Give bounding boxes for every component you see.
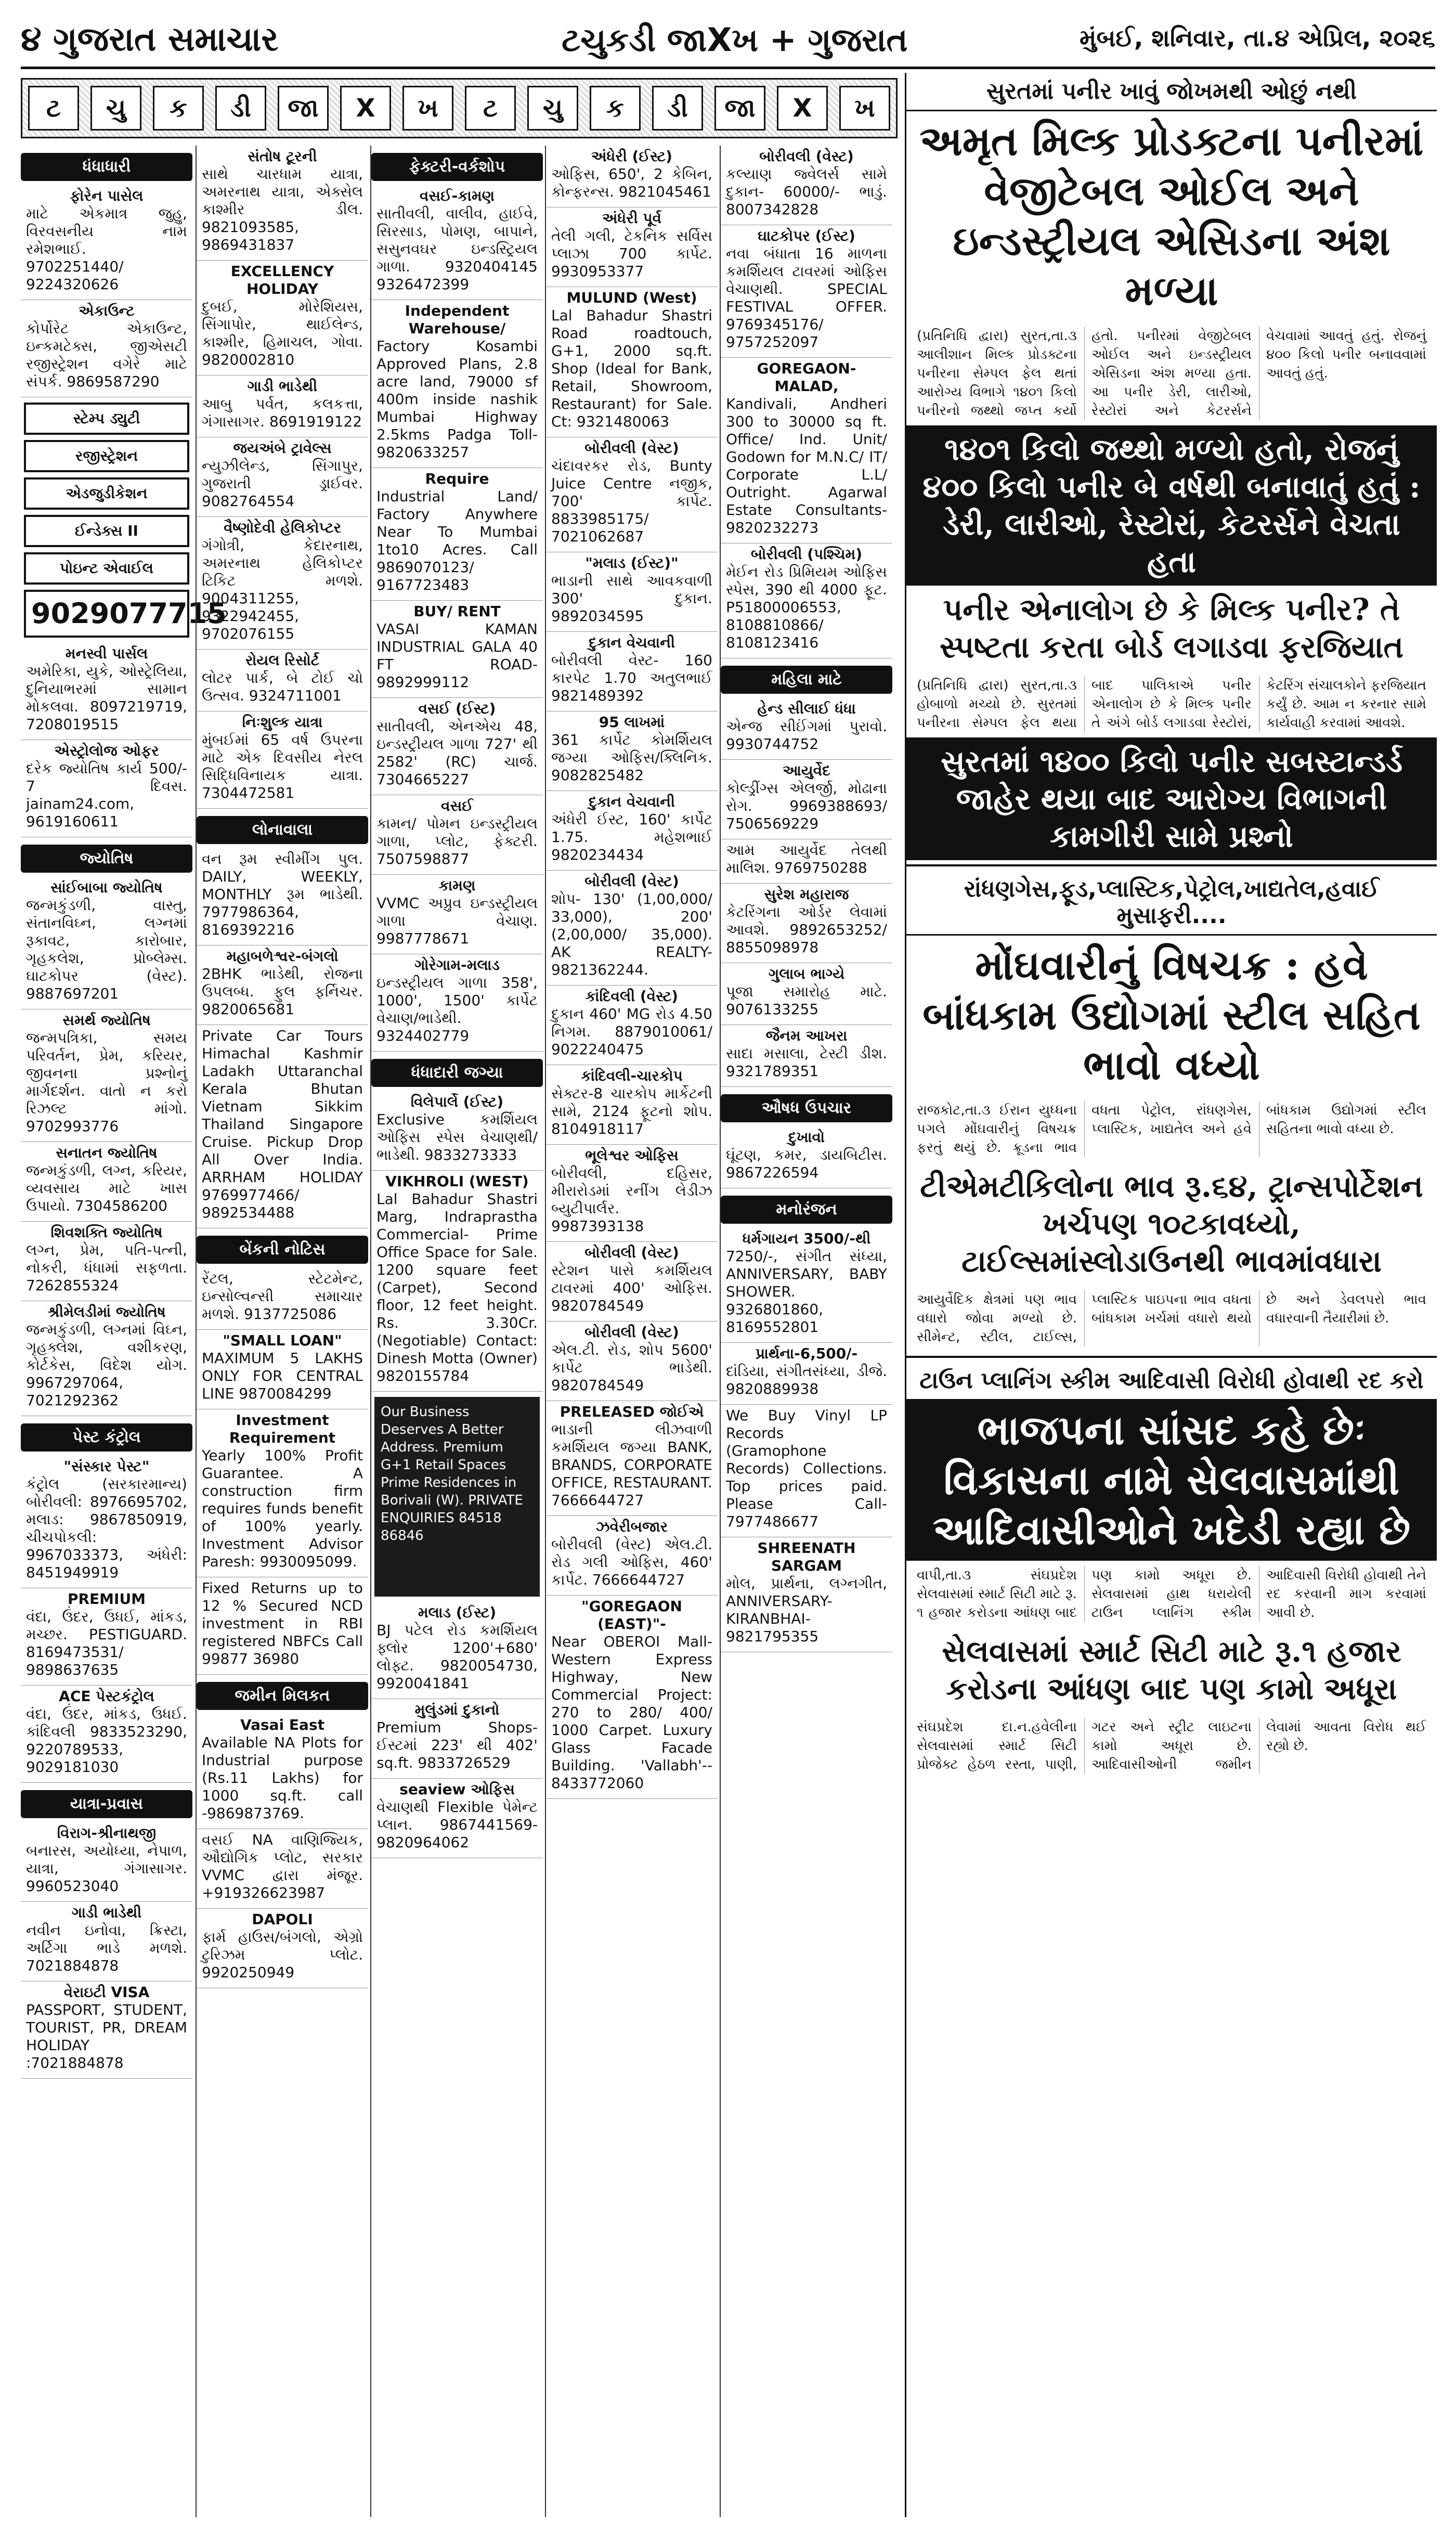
classified-ad	[721, 1537, 892, 1652]
ad-text: વંદા, ઉંદર, ઉધઈ, માંકડ, મચ્છર. PESTIGUARD. 8169473531/ 9898637635	[26, 1608, 187, 1678]
ad-text: ન્યુઝીલેન્ડ, સિંગાપુર, ગુજરાતી ડ્રાઈવર. 9082764554	[202, 457, 363, 510]
category-header: ઔષધ ઉપચાર	[721, 1094, 892, 1122]
ad-title: બોરીવલી (પશ્ચિમ)	[750, 546, 863, 563]
ad-text: અમેરિકા, યુકે, ઓસ્ટ્રેલિયા, દુનિયાભરમાં સામાન મોકલવા. 8097219719, 7208019515	[26, 663, 187, 733]
classified-ad	[371, 1699, 543, 1779]
subhead-tmt-price: ટીએમટીકિલોના ભાવ રૂ.૬૪, ટ્રાન્સપોર્ટેશન ખર્ચપણ ૧૦ટકાવધ્યો, ટાઈલ્સમાંસ્લોડાઉનથી ભાવમાંવધારા	[920, 1169, 1423, 1279]
classified-ad	[721, 1405, 892, 1537]
ad-title: કામણ	[438, 877, 476, 894]
classified-ad	[721, 1228, 892, 1343]
ad-text: જન્મકુંડળી, વાસ્તુ, સંતાનવિઘ્ન, લગ્નમાં રૂકાવટ, કારોબાર, ગૃહકલેશ, પ્રોબ્લેમ્સ. ઘાટકોપર (વેસ્ટ). 9887697201	[26, 897, 187, 1002]
ad-text: Industrial Land/ Factory Anywhere Near To Mumbai 1to10 Acres. Call 9869070123/ 9167723483	[376, 488, 538, 593]
ad-title: ઘાટકોપર (ઈસ્ટ)	[758, 227, 855, 244]
classified-ad	[721, 1126, 892, 1188]
ad-text: માટે એકમાત્ર જુહુ, વિરવસનીય નામ રમેશભાઈ. 9702251440/ 9224320626	[26, 205, 187, 293]
ad-title: ગાડી ભાડેથી	[71, 1904, 142, 1921]
article-smart-city: સંઘપ્રદેશ દા.ન.હવેલીના સેલવાસમાં સ્માર્ટ સિટી પ્રોજેક્ટ હેઠળ રસ્તા, પાણી, ગટર અને સ્ટ્રીટ લાઇટના કામો અધૂરા છે. આદિવાસીઓની જમીન લેવામાં આવતા વિરોધ થઈ રહ્યો છે.	[917, 1719, 1426, 1772]
ad-title: ફોરેન પાસેલ	[70, 187, 144, 204]
ad-text: રેંટલ, સ્ટેટમેન્ટ, ઇન્સોલ્વન્સી સમાચાર મળશે. 9137725086	[202, 1270, 363, 1323]
article-inflation: રાજકોટ,તા.૩ ઈરાન યુધ્ધના પગલે મોંઘવારીનું વિષચક્ર ફરતું થયું છે. ક્રૂડના ભાવ વધતા પેટ્રોલ, રાંધણગેસ, પ્લાસ્ટિક, ખાદ્યતેલ અને હવે બાંધકામ ઉદ્યોગમાં સ્ટીલ સહિતના ભાવો વધ્યા છે.	[917, 1103, 1426, 1156]
banner-letter: ચુ	[527, 86, 578, 131]
classified-ad	[371, 185, 543, 300]
article-tmt-price: આયુર્વેદિક ક્ષેત્રમાં પણ ભાવ વધારો જોવા મળ્યો છે. સીમેન્ટ, સ્ટીલ, ટાઈલ્સ, પ્લાસ્ટિક પાઇપના ભાવ વધતા બાંધકામ ખર્ચમાં વધારો થયો છે અને ડેવલપરો ભાવ વધારવાની તૈયારીમાં છે.	[917, 1292, 1426, 1345]
ad-text: દરેક જ્યોતિષ કાર્ય 500/- 7 દિવસ. jainam24.com, 9619160611	[26, 760, 187, 830]
ad-title: કાંદિવલી (વેસ્ટ)	[585, 988, 679, 1005]
classified-ad	[546, 711, 718, 791]
classified-ad	[197, 437, 368, 517]
ad-text: કોર્પોરેટ એકાઉન્ટ, ઇન્કમટેક્સ, જીએસટી રજીસ્ટ્રેશન વગેરે માટે સંપર્ક. 9869587290	[26, 320, 187, 390]
ad-text: મેઈન રોડ પ્રિમિયમ ઓફિસ સ્પેસ, 390 થી 4000 ફૂટ. P51800006553, 8108810866/ 8108123416	[726, 563, 887, 651]
ad-text: Lal Bahadur Shastri Road roadtouch, G+1, 2000 sq.ft. Shop (Ideal for Bank, Retail, Showroom, Restaurant) for Sale. Ct: 9321480063	[551, 307, 712, 430]
ad-title: ગાડી ભાડેથી	[247, 378, 318, 395]
ad-title: બોરીવલી (વેસ્ટ)	[584, 1244, 679, 1261]
ad-text: આમ આયુર્વેદ તેલથી માલિશ. 9769750288	[726, 841, 887, 876]
banner-letter: ક	[153, 86, 204, 131]
classified-ad	[21, 1222, 192, 1301]
banner-letter: જા	[278, 86, 329, 131]
article-paneer-board: (પ્રતિનિધિ દ્વારા) સુરત,તા.૩ હોબાળો મચ્યો છે. સુરતમાં પનીરના સેમ્પલ ફેલ થયા બાદ પાલિકાએ પનીર એનાલોગ છે કે મિલ્ક પનીર તે અંગે બોર્ડ લગાડવા રેસ્ટોરાં, કેટરિંગ સંચાલકોને ફરજિયાત કર્યું છે. આમ ન કરનાર સામે કાર્યવાહી કરવામાં આવશે.	[917, 678, 1426, 731]
boxed-ad-line: એડજુડીકેશન	[24, 477, 189, 510]
classified-ad	[197, 1025, 368, 1228]
classified-ad	[371, 468, 543, 601]
ad-text: Factory Kosambi Approved Plans, 2.8 acre land, 79000 sf 400m inside nashik Mumbai Highway 2.5kms Padga Toll-9820633257	[376, 338, 538, 461]
classified-ad	[546, 1321, 718, 1401]
classified-ad	[21, 877, 192, 1009]
classified-ad	[546, 986, 718, 1065]
classified-ad	[197, 945, 368, 1025]
headline-paneer: અમૃત મિલ્ક પ્રોડક્ટના પનીરમાં વેજીટેબલ ઓઈલ અને ઇન્ડસ્ટ્રીયલ એસિડના અંશ મળ્યા	[919, 118, 1424, 315]
ad-text: એન્જ સીઈંગમાં પુરાવો. 9930744752	[726, 718, 887, 753]
banner-letter: X	[777, 86, 828, 131]
ad-text: ઘૂંટણ, કમર, ડાયબિટીસ. 9867226594	[726, 1146, 887, 1181]
classified-ad	[197, 1577, 368, 1675]
ad-title: Vasai East	[240, 1716, 324, 1733]
ad-title: ધર્મગાયન 3500/-થી	[742, 1230, 871, 1247]
ad-title: PRELEASED જોઈએ	[560, 1403, 704, 1420]
ad-title: સનાતન જ્યોતિષ	[56, 1144, 158, 1161]
classified-column-4	[545, 146, 718, 2517]
category-header: જ્યોતિષ	[21, 845, 192, 873]
ad-text: જન્મપત્રિકા, સમય પરિવર્તન, પ્રેમ, કરિયર, જીવનના પ્રશ્નોનું માર્ગદર્શન. વાતો ન કરો રિઝલ્ટ માંગો. 9702993776	[26, 1029, 187, 1135]
ad-title: SHREENATH SARGAM	[757, 1539, 856, 1574]
ad-title: કાંદિવલી-ચારકોપ	[581, 1067, 683, 1084]
classified-ad	[197, 261, 368, 375]
category-header: પેસ્ટ કંટ્રોલ	[21, 1423, 192, 1452]
classified-ad	[721, 884, 892, 963]
banner-letter: ચુ	[90, 86, 141, 131]
ad-text: Exclusive કમર્શિયલ ઓફિસ સ્પેસ વેચાણથી/ભાડેથી. 9833273333	[376, 1111, 538, 1163]
classified-ad	[197, 848, 368, 945]
ad-text: VASAI KAMAN INDUSTRIAL GALA 40 FT ROAD- 9892999112	[376, 620, 538, 691]
classified-ad	[371, 1602, 543, 1699]
ad-text: ગંગોત્રી, કેદારનાથ, અમરનાથ હેલિકોપ્ટર ટિકિટ મળશે. 9004311255, 9322942455, 9702076155	[202, 537, 363, 642]
page-number-logo: ૪ ગુજરાત સમાચાર	[21, 20, 279, 59]
ad-title: ગુલાબ ભાગ્યે	[768, 965, 845, 982]
classified-column-5	[720, 146, 892, 2517]
ad-title: સમર્થ જ્યોતિષ	[62, 1012, 151, 1029]
ad-title: શ્રીમેલડીમાં જ્યોતિષ	[47, 1303, 166, 1320]
ad-text: Near OBEROI Mall- Western Express Highway, New Commercial Project: 270 to 280/ 400/ 1000 Carpet. Luxury Glass Facade Building. 'Vallabh'-- 8433772060	[551, 1633, 712, 1792]
classified-ad	[721, 225, 892, 358]
ad-text: બનારસ, અયોધ્યા, નેપાળ, યાત્રા, ગંગાસાગર. 9960523040	[26, 1842, 187, 1895]
classified-ad	[721, 963, 892, 1025]
ad-text: Kandivali, Andheri 300 to 30000 sq ft. Office/ Ind. Unit/ Godown for M.N.C/ IT/ Corporate L.L/ Outright. Agarwal Estate Consultants- 9820232273	[726, 395, 887, 536]
ad-text: Yearly 100% Profit Guarantee. A construction firm requires funds benefit of 100% yearly. Investment Advisor Paresh: 9930095099.	[202, 1447, 363, 1570]
ad-title: seaview ઓફિસ	[399, 1781, 515, 1798]
category-header: ફેક્ટરી-વર્કશોપ	[371, 153, 543, 181]
classified-ad	[721, 760, 892, 839]
ad-text: મોલ, પ્રાર્થના, લગ્નગીત, ANNIVERSARY- KIRANBHAI- 9821795355	[726, 1575, 887, 1645]
classified-columns	[21, 146, 894, 2517]
ad-title: આયુર્વેદ	[783, 762, 830, 779]
ad-title: સંતોષ ટૂરની	[248, 148, 317, 165]
ad-title: દુખાવો	[788, 1129, 825, 1146]
category-header: ધંધાદારી જગ્યા	[371, 1059, 543, 1087]
ad-title: બોરીવલી (વેસ્ટ)	[584, 1324, 679, 1341]
banner-letter: ડી	[652, 86, 703, 131]
banner-letter: ટ	[28, 86, 79, 131]
ad-title: DAPOLI	[252, 1911, 313, 1928]
ad-text: સાતીવલી, વાલીવ, હાઈવે, સિરસાડ, પોમણ, બાપાને, સસુનવઘર ઇન્ડસ્ટ્રિયલ ગાળા. 9320404145 9326472399	[376, 205, 538, 293]
classified-column-3	[370, 146, 543, 2517]
ad-title: "મલાડ (ઈસ્ટ)"	[585, 554, 679, 572]
classified-ad	[546, 1145, 718, 1242]
ad-text: વન રૂમ સ્વીમીંગ પુલ. DAILY, WEEKLY, MONTHLY રૂમ ભાડેથી. 7977986364, 8169392216	[202, 850, 363, 938]
classified-ad	[546, 437, 718, 552]
classified-ad	[546, 552, 718, 632]
ad-text: બોરીવલી, દહિસર, મીરારોડમાં રનીંગ લેડીઝ બ્યુટીપાર્લર. 9987393138	[551, 1164, 712, 1235]
ad-text: PASSPORT, STUDENT, TOURIST, PR, DREAM HOLIDAY :7021884878	[26, 2001, 187, 2071]
classified-ad	[546, 1242, 718, 1321]
ad-text: Available NA Plots for Industrial purpose (Rs.11 Lakhs) for 1000 sq.ft. call -9869873769.	[202, 1734, 363, 1822]
classifieds-banner	[21, 78, 898, 138]
dateline: મુંબઈ, શનિવાર, તા.૪ એપ્રિલ, ૨૦૨૬	[1079, 24, 1435, 52]
classified-ad	[371, 1171, 543, 1392]
ad-text: મુંબઈમાં 65 વર્ષ ઉપરના માટે એક દિવસીય નેરલ સિદ્ધિવિનાયક યાત્રા. 7304472581	[202, 731, 363, 801]
classified-ad	[21, 185, 192, 300]
ad-text: તેલી ગલી, ટેકનિક સર્વિસ પ્લાઝા 700 કાર્પેટ. 9930953377	[551, 227, 712, 280]
ad-text: MAXIMUM 5 LAKHS ONLY FOR CENTRAL LINE 9870084299	[202, 1350, 363, 1402]
ad-title: વસઈ (ઈસ્ટ)	[418, 700, 496, 717]
boxed-ad-line: 9029077715	[24, 590, 189, 638]
kicker-town-planning: ટાઉન પ્લાનિંગ સ્કીમ આદિવાસી વિરોધી હોવાથી રદ કરો	[906, 1362, 1437, 1401]
ad-text: અંધેરી ઈસ્ટ, 160' કાર્પેટ 1.75. મહેશભાઈ 9820234434	[551, 811, 712, 863]
classified-ad	[546, 1401, 718, 1516]
ad-title: Require	[425, 470, 489, 487]
ad-title: વસઈ-કામણ	[419, 187, 495, 204]
banner-letter: ડી	[215, 86, 266, 131]
classified-ad	[721, 543, 892, 658]
ad-text: ચંદાવરકર રોડ, Bunty Juice Centre નજીક, 700' કાર્પેટ. 8833985175/ 7021062687	[551, 457, 712, 545]
ad-text: We Buy Vinyl LP Records (Gramophone Records) Collections. Top prices paid. Please Call- 7977486677	[726, 1407, 887, 1530]
ad-title: વસઈ	[441, 797, 473, 814]
classified-ad	[197, 375, 368, 437]
ad-text: ભાડાની લીઝવાળી કમર્શિયલ જગ્યા BANK, BRANDS, CORPORATE OFFICE, RESTAURANT. 7666644727	[551, 1421, 712, 1509]
classified-ad	[371, 1779, 543, 1858]
ad-text: શોપ- 130' (1,00,000/ 33,000), 200' (2,00,000/ 35,000). AK REALTY- 9821362244.	[551, 890, 712, 978]
article-paneer: (પ્રતિનિધિ દ્વારા) સુરત,તા.૩ આલીશાન મિલ્ક પ્રોડક્ટના પનીરના સેમ્પલ ફેલ થતાં આરોગ્ય વિભાગે ૧૪૦૧ કિલો પનીરનો જથ્થો જપ્ત કર્યો હતો. પનીરમાં વેજીટેબલ ઓઈલ અને ઇન્ડસ્ટ્રીયલ એસિડના અંશ મળ્યા હતા. આ પનીર ડેરી, લારીઓ, રેસ્ટોરાં અને કેટરર્સને વેચવામાં આવતું હતું. રોજનું ૪૦૦ કિલો પનીર બનાવવામાં આવતું હતું.	[917, 328, 1426, 419]
classified-ad	[546, 287, 718, 437]
classified-ad	[721, 146, 892, 225]
boxed-ad-line: ઈન્ડેક્સ II	[24, 515, 189, 547]
classified-ad	[721, 1025, 892, 1087]
classified-ad	[197, 1268, 368, 1330]
ad-title: ઝવેરીબજાર	[595, 1518, 668, 1535]
ad-title: દુકાન વેચવાની	[589, 793, 675, 810]
ad-title: જયઅંબે ટ્રાવેલ્સ	[233, 439, 332, 457]
headline-inflation: મોંઘવારીનું વિષચક્ર : હવે બાંધકામ ઉદ્યોગમાં સ્ટીલ સહિત ભાવો વધ્યો	[922, 942, 1421, 1089]
classified-ad	[197, 1409, 368, 1577]
ad-text: લોટર પાર્ક, બે ટોઈ ચો ઉત્સવ. 9324711001	[202, 669, 363, 704]
classified-ad	[546, 1596, 718, 1799]
banner-letter: X	[340, 86, 391, 131]
ad-text: Fixed Returns up to 12 % Secured NCD investment in RBI registered NBFCs Call 99877 36980	[202, 1579, 363, 1667]
ad-text: બોરીવલી વેસ્ટ- 160 કારપેટ 1.70 અતુલભાઈ 9821489392	[551, 652, 712, 704]
ad-text: ફાર્મ હાઉસ/બંગલો, એગ્રો ટુરિઝમ પ્લોટ. 9920250949	[202, 1928, 363, 1981]
subhead-paneer-quantity: ૧૪૦૧ કિલો જથ્થો મળ્યો હતો, રોજનું ૪૦૦ કિલો પનીર બે વર્ષથી બનાવાતું હતું : ડેરી, લારીઓ, રેસ્ટોરાં, કેટરર્સને વેચતા હતા	[906, 425, 1437, 586]
ad-text: પૂજા સમારોહ માટે. 9076133255	[726, 983, 887, 1018]
news-section	[905, 73, 1437, 2517]
ad-title: પ્રાર્થના-6,500/-	[755, 1345, 858, 1362]
kicker-paneer: સુરતમાં પનીર ખાવું જોખમથી ઓછું નથી	[906, 73, 1437, 111]
classified-ad	[21, 1981, 192, 2079]
ad-text: ભાડાની સાથે આવકવાળી 300' દુકાન. 9892034595	[551, 572, 712, 625]
category-header: યાત્રા-પ્રવાસ	[21, 1790, 192, 1818]
ad-title: હેન્ડ સીલાઈ ધંધા	[757, 700, 856, 717]
ad-title: બોરીવલી (વેસ્ટ)	[759, 148, 854, 165]
classified-ad	[371, 795, 543, 875]
banner-letter: ખ	[839, 86, 890, 131]
classified-ad	[197, 517, 368, 650]
ad-title: મહાબળેશ્વર-બંગલો	[226, 948, 339, 965]
category-header: બેંકની નોટિસ	[197, 1236, 368, 1264]
ad-text: Premium Shops- ઈસ્ટમાં 223' થી 402' sq.ft. 9833726529	[376, 1719, 538, 1771]
ad-text: ઓફિસ, 650', 2 કેબિન, કોન્ફરન્સ. 9821045461	[551, 165, 712, 200]
classified-ad	[21, 1686, 192, 1783]
ad-title: સાંઈબાબા જ્યોતિષ	[50, 879, 163, 896]
ad-title: VIKHROLI (WEST)	[385, 1173, 529, 1190]
ad-text: 2BHK ભાડેથી, રોજના ઉપલબ્ધ. ફુલ ફર્નિચર. 9820065681	[202, 965, 363, 1018]
article-silvassa: વાપી,તા.૩ સંઘપ્રદેશ સેલવાસમાં સ્માર્ટ સિટી માટે રૂ. ૧ હજાર કરોડના આંધણ બાદ પણ કામો અધૂરા છે. સેલવાસમાં હાથ ધરાયેલી ટાઉન પ્લાનિંગ સ્કીમ આદિવાસી વિરોધી હોવાથી તેને રદ કરવાની માગ કરવામાં આવી છે.	[917, 1567, 1426, 1621]
ad-title: વેરાઇટી VISA	[63, 1984, 150, 2001]
classified-ad	[197, 711, 368, 809]
ad-text: કોલ્ડ્રીંગ્સ એલર્જી, મોઢાના રોગ. 9969388693/ 7506569229	[726, 780, 887, 832]
ad-title: વૈષ્ણોદેવી હેલિકોપ્ટર	[224, 519, 341, 536]
classified-ad	[21, 1142, 192, 1222]
banner-letter: ખ	[402, 86, 453, 131]
ad-text: દાંડિયા, સંગીતસંધ્યા, ડીજે. 9820889938	[726, 1363, 887, 1397]
classified-ad	[21, 1009, 192, 1142]
classified-ad	[197, 146, 368, 261]
ad-title: Investment Requirement	[229, 1411, 336, 1446]
ad-title: ગોરેગામ-મલાડ	[414, 956, 500, 974]
ad-title: શિવશક્તિ જ્યોતિષ	[50, 1224, 163, 1241]
ad-text: જન્મકુંડળી, લગ્ન, કરિયર, વ્યવસાય માટે ખાસ ઉપાયો. 7304586200	[26, 1162, 187, 1214]
classified-ad	[21, 300, 192, 397]
ad-title: અંધેરી પૂર્વ	[602, 210, 662, 227]
ad-text: સાતીવલી, એનએચ 48, ઇન્ડસ્ટ્રીયલ ગાળા 727' થી 2582' (RC) ચાર્જ. 7304665227	[376, 718, 538, 788]
ad-text: નવા બંધાતા 16 માળના કમર્શિયલ ટાવરમાં ઓફિસ વેચાણથી. SPECIAL FESTIVAL OFFER. 9769345176/ 9757252097	[726, 245, 887, 351]
ad-text: વસઈ NA વાણિજ્યિક, ઔદ્યોગિક પ્લોટ, સરકાર VVMC દ્વારા મંજૂર. +919326623987	[202, 1831, 363, 1901]
ad-text: એલ.ટી. રોડ, શોપ 5600' કાર્પેટ ભાડેથી. 9820784549	[551, 1341, 712, 1394]
ad-text: Private Car Tours Himachal Kashmir Ladakh Uttaranchal Kerala Bhutan Vietnam Sikkim Thailand Singapore Cruise. Pickup Drop All Over India. ARRHAM HOLIDAY 9769977466/ 9892534488	[202, 1027, 363, 1221]
classified-ad	[546, 871, 718, 986]
boxed-ad-line: રજીસ્ટ્રેશન	[24, 440, 189, 472]
banner-letter: જા	[714, 86, 765, 131]
boxed-ad-line: પોઇન્ટ એવાઈલ	[24, 552, 189, 585]
ad-title: BUY/ RENT	[413, 603, 501, 620]
ad-title: ACE પેસ્ટકંટ્રોલ	[59, 1688, 154, 1705]
ad-text: બોરીવલી (વેસ્ટ) એલ.ટી. રોડ ગલી ઓફિસ, 460' કાર્પેટ. 7666644727	[551, 1536, 712, 1588]
ad-text: કલ્યાણ જ્વેલર્સ સામે દુકાન- 60000/- ભાડું. 8007342828	[726, 165, 887, 218]
section-title: ટચુકડી જાXખ + ગુજરાત	[562, 21, 908, 59]
classified-ad	[721, 1343, 892, 1405]
ad-text: આબુ પર્વત, કલકત્તા, ગંગાસાગર. 8691919122	[202, 395, 363, 430]
divider	[906, 1356, 1437, 1358]
banner-letter: ક	[590, 86, 641, 131]
ad-text: નવીન ઇનોવા, ક્રિસ્ટા, અર્ટિગા ભાડે મળશે. 7021884878	[26, 1922, 187, 1974]
ad-text: 7250/-, સંગીત સંધ્યા, ANNIVERSARY, BABY SHOWER. 9326801860, 8169552801	[726, 1248, 887, 1336]
ad-title: એસ્ટ્રોલોજ ઓફર	[54, 742, 159, 759]
ad-title: Independent Warehouse/	[405, 302, 510, 337]
classified-column-2	[196, 146, 368, 2517]
ad-text: 361 કાર્પેટ કોમર્શિયલ જગ્યા ઓફિસ/ક્લિનિક. 9082825482	[551, 731, 712, 784]
ad-title: "સંસ્કાર પેસ્ટ"	[63, 1458, 150, 1475]
ad-text: કામન/ પોમન ઇન્ડસ્ટ્રીયલ ગાળા, પ્લોટ, ફેક્ટરી. 7507598877	[376, 815, 538, 867]
ad-title: બોરીવલી (વેસ્ટ)	[584, 439, 679, 457]
ad-title: EXCELLENCY HOLIDAY	[230, 263, 334, 297]
ad-title: નિઃશુલ્ક યાત્રા	[242, 714, 323, 731]
category-header: મહિલા માટે	[721, 666, 892, 694]
ad-title: 95 લાખમાં	[599, 714, 665, 731]
classified-ad	[721, 698, 892, 760]
classified-ad	[21, 1902, 192, 1981]
classified-ad	[197, 1829, 368, 1909]
ad-text: કંટ્રોલ (સરકારમાન્ય) બોરીવલી: 8976695702, મલાડ: 9867850919, ચીચપોકલી: 9967033373, અંધેરી: 8451949919	[26, 1475, 187, 1581]
ad-title: ભૂલેશ્વર ઓફિસ	[585, 1147, 679, 1164]
ad-text: ઇન્ડસ્ટ્રીયલ ગાળા 358', 1000', 1500' કાર્પેટ વેચાણ/ભાડેથી. 9324402779	[376, 974, 538, 1044]
ad-text: કેટરિંગના ઓર્ડર લેવામાં આવશે. 9892653252/ 8855098978	[726, 903, 887, 956]
ad-title: એકાઉન્ટ	[79, 302, 135, 319]
classified-ad	[371, 601, 543, 698]
subhead-paneer-substandard: સુરતમાં ૧૪૦૦ કિલો પનીર સબસ્ટાન્ડર્ડ જાહેર થયા બાદ આરોગ્ય વિભાગની કામગીરી સામે પ્રશ્નો	[906, 737, 1437, 860]
ad-text: વંદા, ઉંદર, માંકડ, ઉધઈ. કાંદિવલી 9833523290, 9220789533, 9029181030	[26, 1705, 187, 1776]
ad-title: રોયલ રિસોર્ટ	[245, 652, 320, 669]
classified-ad	[197, 1909, 368, 1988]
ad-text: લગ્ન, પ્રેમ, પતિ-પત્ની, નોકરી, ધંધામાં સફળતા. 7262855324	[26, 1241, 187, 1294]
ad-title: સુરેશ મહારાજ	[764, 886, 849, 903]
headline-paneer-board: પનીર એનાલોગ છે કે મિલ્ક પનીર? તે સ્પષ્ટતા કરતા બોર્ડ લગાડવા ફરજિયાત	[940, 592, 1403, 665]
ad-title: જૈનમ આખરા	[765, 1027, 848, 1044]
ad-text: દુબઈ, મોરેશિયસ, સિંગાપોર, થાઈલેન્ડ, કાશ્મીર, હિમાચલ, ગોવા. 9820002810	[202, 298, 363, 368]
classified-ad	[721, 358, 892, 543]
classified-ad	[21, 1588, 192, 1686]
classified-ad	[371, 300, 543, 468]
ad-title: વિલેપાર્લે (ઈસ્ટ)	[410, 1093, 504, 1110]
ad-title: અંધેરી (ઈસ્ટ)	[591, 148, 672, 165]
ad-text: દુકાન 460' MG રોડ 4.50 નિગમ. 8879010061/ 9022240475	[551, 1005, 712, 1058]
ad-title: મલાડ (ઈસ્ટ)	[418, 1604, 497, 1621]
classified-ad	[21, 643, 192, 740]
classified-ad	[21, 740, 192, 837]
classified-ad	[546, 146, 718, 208]
classified-ad	[546, 1516, 718, 1596]
classified-ad	[721, 839, 892, 884]
ad-title: PREMIUM	[67, 1590, 146, 1608]
ad-text: BJ પટેલ રોડ કમર્શિયલ ફ્લોર 1200'+680' લોફ્ટ. 9820054730, 9920041841	[376, 1622, 538, 1692]
classified-ad	[371, 954, 543, 1052]
banner-letter: ટ	[465, 86, 516, 131]
ad-title: વિરાગ-શ્રીનાથજી	[57, 1824, 157, 1842]
ad-text: સાથે ચારધામ યાત્રા, અમરનાથ યાત્રા, એક્સેલ કાશ્મીર ડીલ. 9821093585, 9869431837	[202, 165, 363, 253]
ad-title: GOREGAON-MALAD,	[757, 360, 856, 395]
ad-text: Lal Bahadur Shastri Marg, Indraprastha Commercial- Prime Office Space for Sale. 1200 square feet (Carpet), Second floor, 12 feet height. Rs. 3.30Cr. (Negotiable) Contact: Dinesh Motta (Owner) 9820155784	[376, 1190, 538, 1384]
headline-smart-city: સેલવાસમાં સ્માર્ટ સિટી માટે રૂ.૧ હજાર કરોડના આંધણ બાદ પણ કામો અધૂરા	[942, 1634, 1401, 1706]
ad-text: વેચાણથી Flexible પેમેન્ટ પ્લાન. 9867441569- 9820964062	[376, 1798, 538, 1851]
divider	[906, 864, 1437, 866]
ad-text: સાદા મસાલા, ટેસ્ટી ડીશ. 9321789351	[726, 1045, 887, 1080]
ad-text: જન્મકુંડળી, લગ્નમાં વિઘ્ન, ગૃહક્લેશ, વશીકરણ, કોર્ટકેસ, વિદેશ યોગ. 9967297064, 7021292362	[26, 1321, 187, 1409]
classified-ad	[371, 1091, 543, 1171]
category-header: મનોરંજન	[721, 1196, 892, 1224]
kicker-inflation: રાંધણગેસ,ફૂડ,પ્લાસ્ટિક,પેટ્રોલ,ખાદ્યતેલ,હવાઈ મુસાફરી....	[906, 871, 1437, 936]
ad-text: VVMC અપ્રુવ ઇન્ડસ્ટ્રીયલ ગાળા વેચાણ. 9987778671	[376, 895, 538, 947]
ad-text: સ્ટેશન પાસે કમર્શિયલ ટાવરમાં 400' ઓફિસ. 9820784549	[551, 1262, 712, 1314]
category-header: ધંધાધારી	[21, 153, 192, 181]
classified-ad	[546, 208, 718, 287]
ad-title: બોરીવલી (વેસ્ટ)	[584, 873, 679, 890]
classified-ad	[21, 1301, 192, 1416]
classified-ad	[197, 650, 368, 711]
classified-ad	[371, 875, 543, 954]
ad-text: સેક્ટર-8 ચારકોપ માર્કેટની સામે, 2124 ફૂટનો શોપ. 8104918117	[551, 1085, 712, 1137]
ad-title: મનસ્વી પાર્સલ	[65, 645, 148, 662]
ad-title: મુલુંડમાં દુકાનો	[414, 1701, 500, 1718]
classified-ad	[546, 632, 718, 711]
category-header: લોનાવાલા	[197, 816, 368, 844]
ad-title: "GOREGAON (EAST)"-	[581, 1598, 682, 1632]
classified-column-1	[21, 146, 227, 2517]
headline-silvassa: ભાજપના સાંસદ કહે છેઃ વિકાસના નામે સેલવાસમાંથી આદિવાસીઓને ખદેડી રહ્યા છે	[906, 1401, 1437, 1561]
category-header: જમીન મિલકત	[197, 1682, 368, 1710]
classified-ad	[21, 1822, 192, 1902]
display-advertisement: Our Business Deserves A Better Address. Premium G+1 Retail Spaces Prime Residences in Borivali (W). PRIVATE ENQUIRIES 84518 86846	[374, 1397, 540, 1597]
ad-title: દુકાન વેચવાની	[589, 634, 675, 651]
boxed-ad-line: સ્ટેમ્પ ડ્યુટી	[24, 403, 189, 435]
classified-ad	[197, 1330, 368, 1409]
classified-ad	[371, 698, 543, 795]
classified-ad	[197, 1714, 368, 1829]
classified-ad	[546, 791, 718, 871]
ad-title: MULUND (West)	[566, 289, 697, 306]
masthead	[21, 15, 1435, 69]
classified-ad	[21, 1456, 192, 1588]
classified-ad	[546, 1065, 718, 1145]
ad-title: "SMALL LOAN"	[223, 1332, 342, 1349]
